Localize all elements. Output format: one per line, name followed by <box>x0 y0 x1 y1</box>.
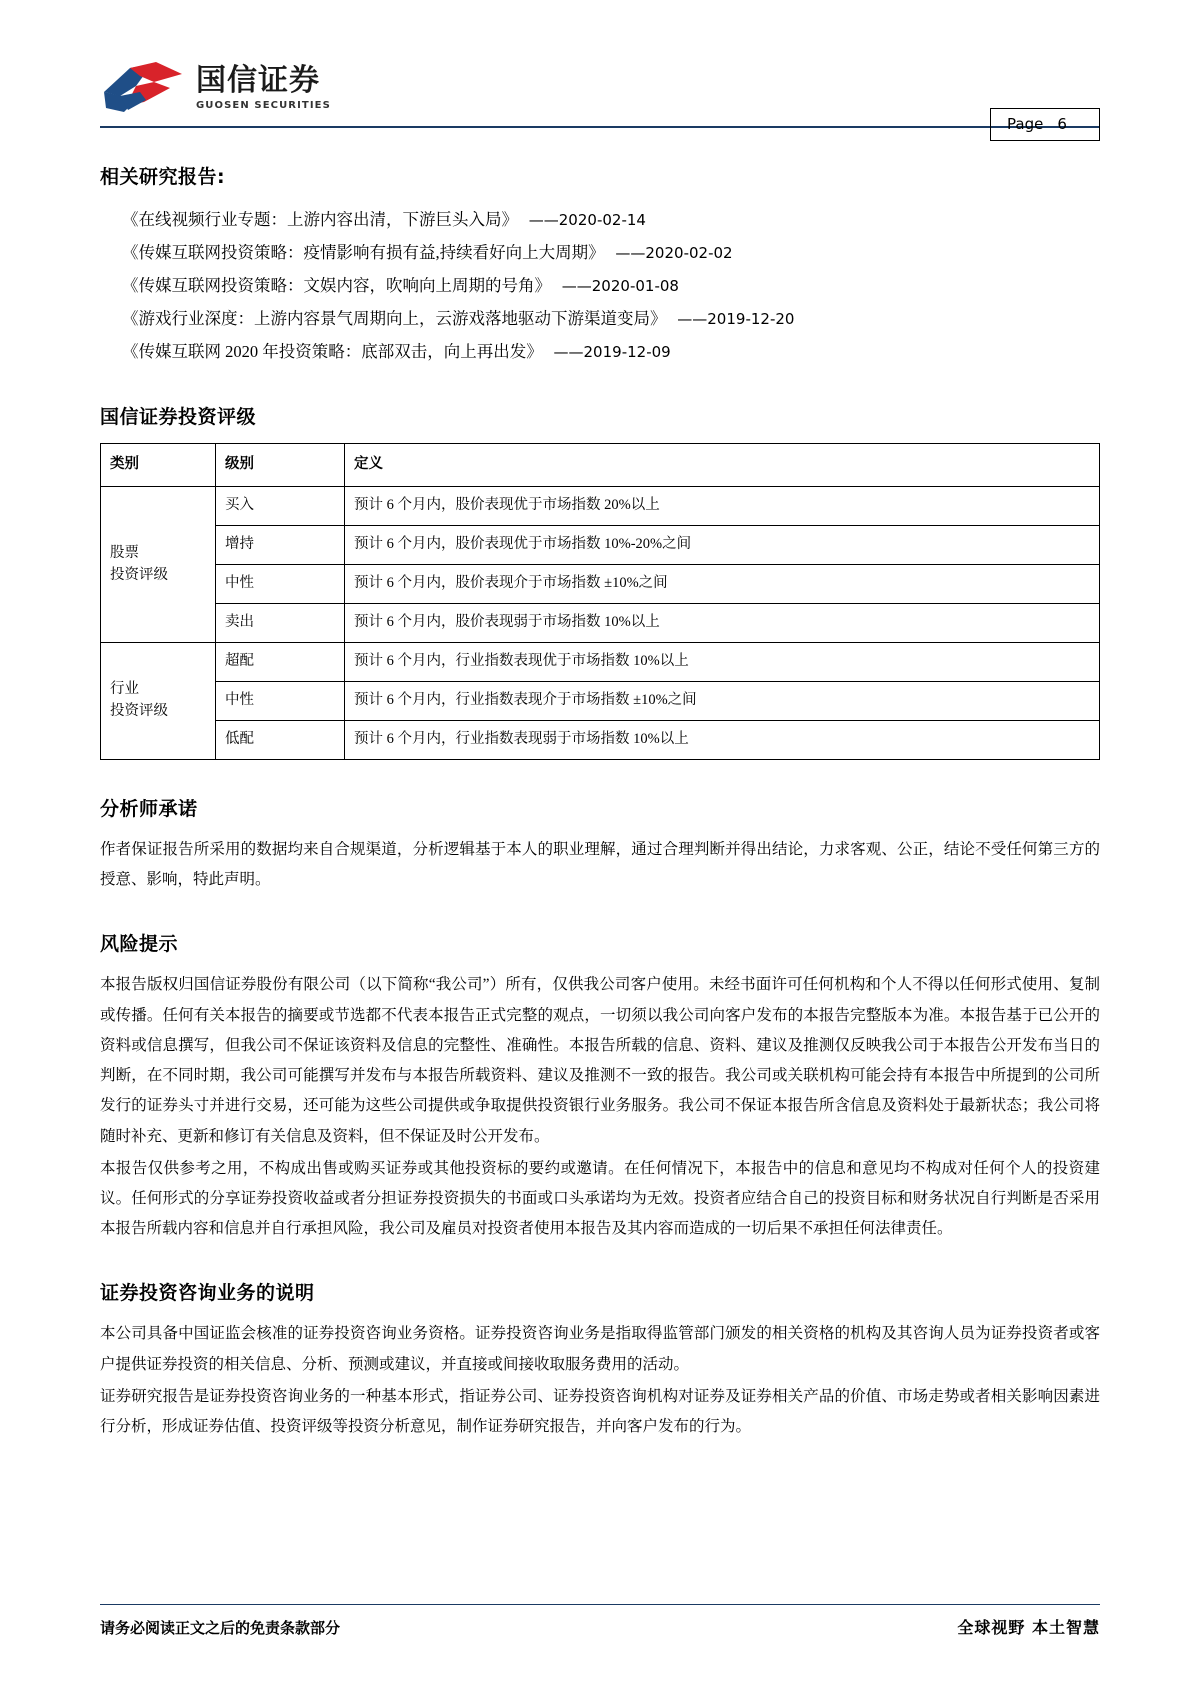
logo-name-en: GUOSEN SECURITIES <box>196 99 331 111</box>
rating-category-line2: 投资评级 <box>110 703 168 719</box>
rating-definition-cell: 预计 6 个月内，股价表现介于市场指数 ±10%之间 <box>345 565 1100 604</box>
rating-category-line1: 股票 <box>110 544 139 561</box>
risk-notice-title: 风险提示 <box>100 933 179 956</box>
table-row <box>101 526 1100 565</box>
rating-definition-cell: 预计 6 个月内，股价表现优于市场指数 20%以上 <box>345 487 1100 526</box>
logo-text <box>196 62 331 111</box>
related-reports-list <box>122 203 1100 368</box>
related-report-item <box>122 335 1100 368</box>
rating-table-head <box>101 444 1100 487</box>
related-report-date: ——2020-02-02 <box>610 244 733 262</box>
footer-row <box>100 1615 1100 1638</box>
page-content <box>0 162 1200 1442</box>
rating-level-cell: 低配 <box>216 721 345 760</box>
page-badge-label: Page <box>1007 115 1044 133</box>
rating-level-cell: 卖出 <box>216 604 345 643</box>
investment-rating-table <box>100 443 1100 760</box>
rating-definition-cell: 预计 6 个月内，股价表现优于市场指数 10%-20%之间 <box>345 526 1100 565</box>
advisory-business-paragraph-2: 证券研究报告是证券投资咨询业务的一种基本形式，指证券公司、证券投资咨询机构对证券及证券相关产品的价值、市场走势或者相关影响因素进行分析，形成证券估值、投资评级等投资分析意见，制作证券研究报告，并向客户发布的行为。 <box>100 1387 1100 1436</box>
rating-level-cell: 中性 <box>216 565 345 604</box>
table-header-row <box>101 444 1100 487</box>
footer-divider <box>100 1604 1100 1605</box>
rating-definition-cell: 预计 6 个月内，行业指数表现弱于市场指数 10%以上 <box>345 721 1100 760</box>
page-badge-number: 6 <box>1057 115 1067 133</box>
related-report-title: 《传媒互联网投资策略：文娱内容，吹响向上周期的号角》 <box>122 276 551 295</box>
guosen-logo-icon <box>100 62 186 114</box>
column-header-level: 级别 <box>216 444 345 487</box>
rating-category-line1: 行业 <box>110 681 139 698</box>
analyst-commitment-paragraph: 作者保证报告所采用的数据均来自合规渠道，分析逻辑基于本人的职业理解，通过合理判断并得出结论，力求客观、公正，结论不受任何第三方的授意、影响，特此声明。 <box>100 841 1100 889</box>
page-header <box>0 0 1200 133</box>
rating-level-cell: 中性 <box>216 682 345 721</box>
related-report-item <box>122 236 1100 269</box>
footer-disclaimer-text: 请务必阅读正文之后的免责条款部分 <box>100 1619 341 1637</box>
table-row <box>101 682 1100 721</box>
related-report-title: 《传媒互联网投资策略：疫情影响有损有益,持续看好向上大周期》 <box>122 243 605 262</box>
rating-definition-cell: 预计 6 个月内，股价表现弱于市场指数 10%以上 <box>345 604 1100 643</box>
related-report-item <box>122 302 1100 335</box>
footer-slogan: 全球视野 本土智慧 <box>957 1618 1100 1637</box>
table-row <box>101 721 1100 760</box>
analyst-commitment-title: 分析师承诺 <box>100 798 198 820</box>
rating-table-body <box>101 487 1100 760</box>
rating-category-cell <box>101 487 216 643</box>
related-report-date: ——2020-01-08 <box>557 277 679 295</box>
column-header-definition: 定义 <box>345 444 1100 487</box>
table-row <box>101 565 1100 604</box>
column-header-category: 类别 <box>101 444 216 487</box>
rating-definition-cell: 预计 6 个月内，行业指数表现优于市场指数 10%以上 <box>345 643 1100 682</box>
rating-table-title: 国信证券投资评级 <box>100 406 257 428</box>
related-report-title: 《在线视频行业专题：上游内容出清，下游巨头入局》 <box>122 210 518 229</box>
page-number-badge <box>990 108 1100 141</box>
rating-category-line2: 投资评级 <box>110 566 168 583</box>
table-row <box>101 643 1100 682</box>
page-footer <box>100 1604 1100 1638</box>
related-report-date: ——2019-12-20 <box>672 310 795 328</box>
table-row <box>101 604 1100 643</box>
rating-definition-cell: 预计 6 个月内，行业指数表现介于市场指数 ±10%之间 <box>345 682 1100 721</box>
advisory-business-title: 证券投资咨询业务的说明 <box>100 1282 315 1305</box>
related-report-item <box>122 269 1100 302</box>
rating-level-cell: 买入 <box>216 487 345 526</box>
related-report-title: 《游戏行业深度：上游内容景气周期向上，云游戏落地驱动下游渠道变局》 <box>122 309 667 328</box>
header-divider <box>100 126 1100 128</box>
rating-level-cell: 增持 <box>216 526 345 565</box>
rating-category-cell <box>101 643 216 760</box>
risk-notice-paragraph-1: 本报告版权归国信证券股份有限公司（以下简称“我公司”）所有，仅供我公司客户使用。未经书面许可任何机构和个人不得以任何形式使用、复制或传播。任何有关本报告的摘要或节选都不代表本报告正式完整的观点，一切须以我公司向客户发布的本报告完整版本为准。本报告基于已公开的资料或信息撰写，但我公司不保证该资料及信息的完整性、准确性。本报告所载的信息、资料、建议及推测仅反映我公司于本报告公开发布当日的判断，在不同时期，我公司可能撰写并发布与本报告所载资料、建议及推测不一致的报告。我公司或关联机构可能会持有本报告中所提到的公司所发行的证券头寸并进行交易，还可能为这些公司提供或争取提供投资银行业务服务。我公司不保证本报告所含信息及资料处于最新状态；我公司将随时补充、更新和修订有关信息及资料，但不保证及时公开发布。 <box>100 976 1100 1145</box>
logo-name-cn: 国信证券 <box>196 62 320 98</box>
advisory-business-paragraph-1: 本公司具备中国证监会核准的证券投资咨询业务资格。证券投资咨询业务是指取得监管部门颁发的相关资格的机构及其咨询人员为证券投资者或客户提供证券投资的相关信息、分析、预测或建议，并直接或间接收取服务费用的活动。 <box>100 1325 1100 1373</box>
related-reports-title: 相关研究报告: <box>100 166 226 188</box>
table-row <box>101 487 1100 526</box>
related-report-item <box>122 203 1100 236</box>
related-report-title: 《传媒互联网 2020 年投资策略：底部双击，向上再出发》 <box>122 342 543 361</box>
risk-notice-paragraph-2: 本报告仅供参考之用，不构成出售或购买证券或其他投资标的要约或邀请。在任何情况下，本报告中的信息和意见均不构成对任何个人的投资建议。任何形式的分享证券投资收益或者分担证券投资损失的书面或口头承诺均为无效。投资者应结合自己的投资目标和财务状况自行判断是否采用本报告所载内容和信息并自行承担风险，我公司及雇员对投资者使用本报告及其内容而造成的一切后果不承担任何法律责任。 <box>100 1159 1100 1238</box>
related-report-date: ——2019-12-09 <box>548 343 671 361</box>
related-report-date: ——2020-02-14 <box>524 211 646 229</box>
company-logo <box>100 62 331 114</box>
rating-level-cell: 超配 <box>216 643 345 682</box>
